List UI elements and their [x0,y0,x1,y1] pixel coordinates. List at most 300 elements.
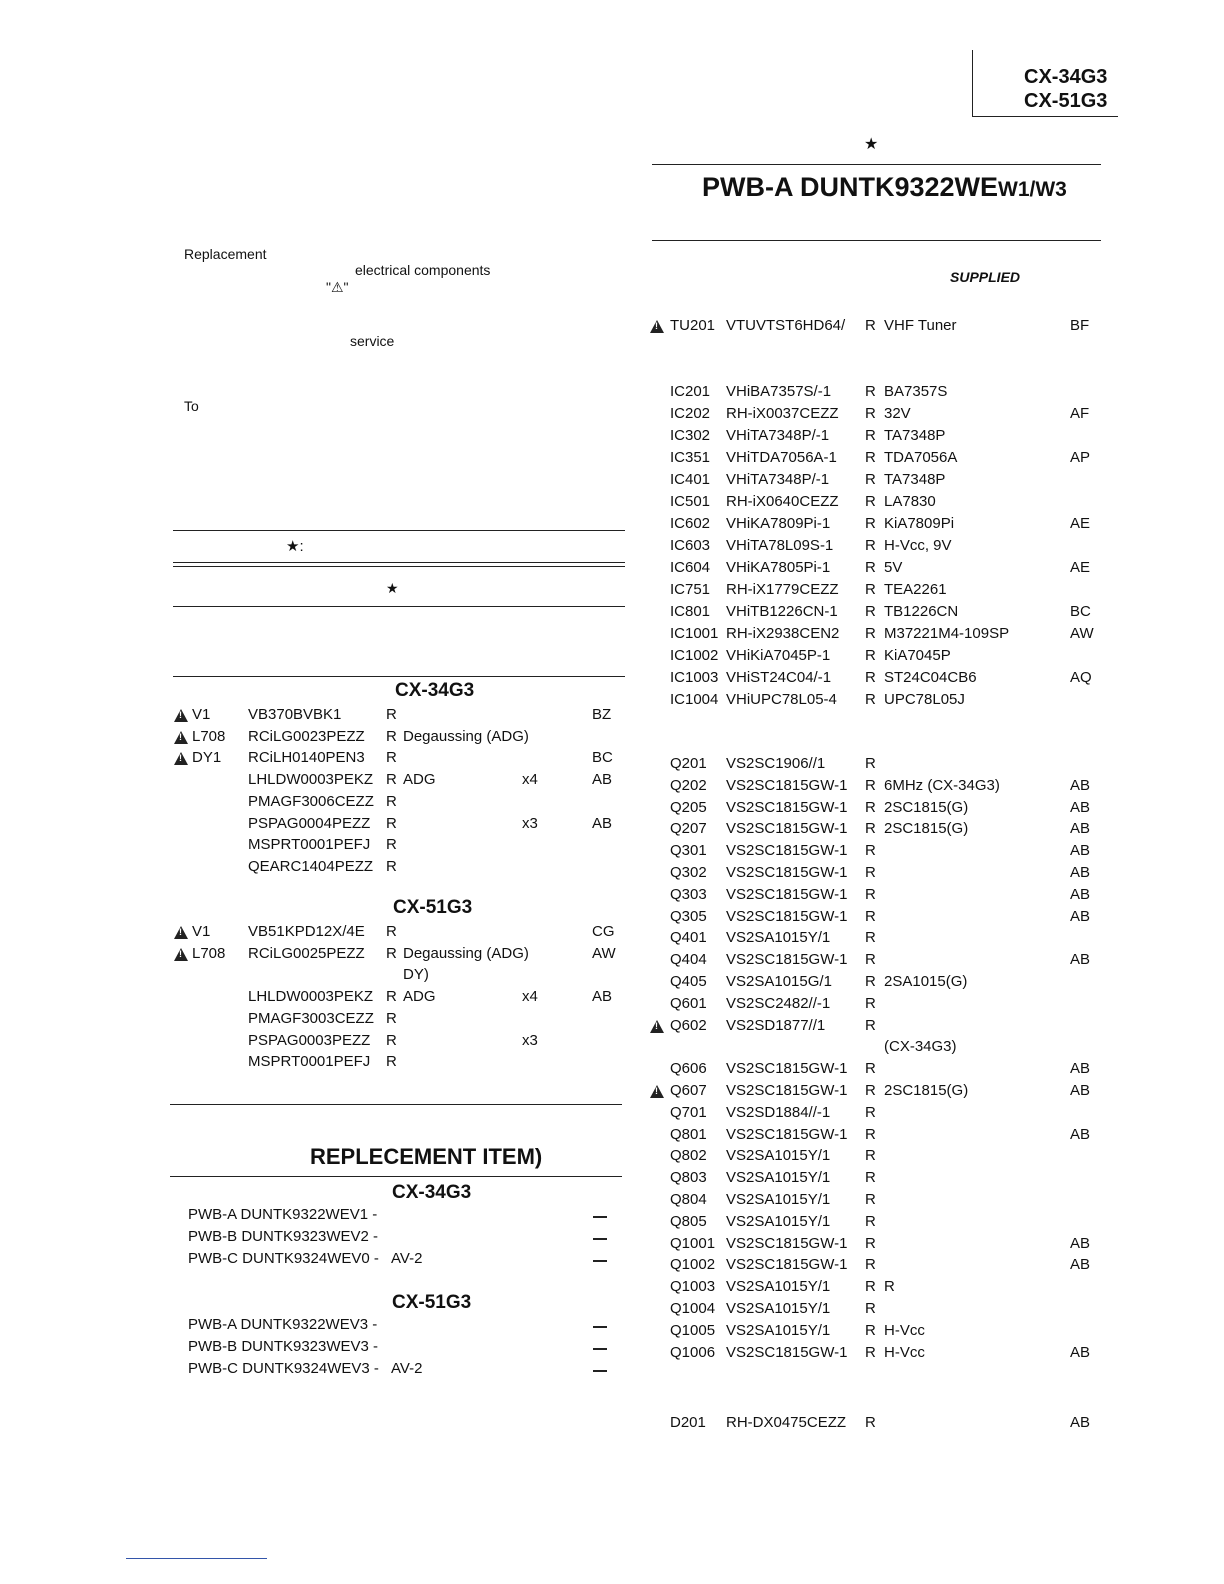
part-ref: Q404 [670,951,707,969]
part-ref: V1 [192,923,211,940]
transistor-row [650,755,1100,775]
part-price-code: AF [1070,405,1090,422]
part-description: KiA7809Pi [884,515,955,532]
transistor-row [650,1147,1100,1167]
part-ref: Q1006 [670,1343,716,1361]
part-number: QEARC1404PEZZ [248,857,374,875]
ic-row [650,647,1100,667]
ic-row [650,603,1100,623]
transistor-row [650,929,1100,949]
part-ref: Q1002 [670,1256,716,1274]
part-number: VHiKA7809Pi-1 [726,515,831,532]
divider [173,566,625,567]
part-number: RH-iX2938CEN2 [726,625,840,642]
part-rank: R [865,1060,876,1078]
part-number: VHiKiA7045P-1 [726,647,831,664]
replacement-row [188,1206,618,1226]
part-price-code: AB [1070,1414,1091,1431]
part-rank: R [865,603,876,620]
divider [652,164,1101,165]
part-ref: Q401 [670,929,707,947]
part-description: UPC78L05J [884,691,965,708]
replacement-board: PWB-A DUNTK9322WEV3 - [188,1316,378,1333]
divider [173,606,625,607]
part-rank: R [865,669,876,686]
part-ref: IC602 [670,515,711,532]
replacement-board: PWB-A DUNTK9322WEV1 - [188,1206,378,1223]
transistor-row [650,1169,1100,1189]
replacement-row [188,1316,618,1336]
replacement-title: REPLECEMENT ITEM) [310,1144,543,1169]
part-number: VTUVTST6HD64/ [726,317,846,334]
replacement-dash [593,1348,607,1350]
part-number: LHLDW0003PEKZ [248,988,374,1006]
part-price-code: AB [1070,1125,1091,1143]
part-description: VHF Tuner [884,317,957,334]
warning-triangle-icon [174,709,188,722]
transistor-row [650,1104,1100,1124]
part-description: 5V [884,559,903,576]
part-number: VS2SC1815GW-1 [726,1082,848,1099]
part-number: PSPAG0003PEZZ [248,1031,371,1049]
star-colon-note: ★: [286,538,304,555]
part-description: Degaussing (ADG) [403,944,529,962]
part-price-code: AW [592,944,616,962]
part-ref: Q803 [670,1169,707,1187]
part-number: VS2SA1015Y/1 [726,1278,831,1296]
part-number: VS2SC1815GW-1 [726,885,848,903]
part-description: H-Vcc [884,1321,925,1339]
transistor-row [650,973,1100,993]
part-ref: Q301 [670,842,707,860]
part-ref: IC1004 [670,691,719,708]
part-ref: Q1003 [670,1278,716,1296]
transistor-row [650,1017,1100,1037]
part-price-code: BC [592,749,613,767]
part-price-code: AQ [1070,669,1092,686]
part-ref: Q1001 [670,1234,716,1252]
supplied-label: SUPPLIED [950,269,1021,285]
replacement-dash [593,1326,607,1328]
part-number: VS2SA1015Y/1 [726,1300,831,1317]
part-number: VS2SC1815GW-1 [726,951,848,969]
parts-row [174,1053,624,1073]
part-rank: R [865,625,876,642]
ic-row [650,427,1100,447]
part-rank: R [865,1082,876,1099]
part-number: VS2SC1815GW-1 [726,1125,848,1143]
warning-triangle-icon [650,1085,664,1098]
part-rank: R [865,951,876,969]
part-description: LA7830 [884,493,936,510]
part-number: VS2SC1815GW-1 [726,820,848,838]
part-description: H-Vcc, 9V [884,537,952,554]
part-rank: R [386,1031,397,1049]
part-description: Degaussing (ADG) [403,727,529,745]
part-number: PSPAG0004PEZZ [248,814,371,832]
tuner-row [650,317,1100,337]
replacement-board: PWB-B DUNTK9323WEV3 - [188,1338,379,1355]
part-ref: IC801 [670,603,711,620]
part-rank: R [865,1343,876,1361]
part-number: VS2SC1815GW-1 [726,1060,848,1078]
part-number: RCiLG0025PEZZ [248,944,365,962]
part-description: TA7348P [884,471,946,488]
ic-row [650,559,1100,579]
parts-row [174,815,624,835]
divider [170,1176,622,1177]
divider [173,562,625,563]
part-description: 6MHz (CX-34G3) [884,776,1000,794]
part-price-code: BF [1070,317,1090,334]
divider [173,676,625,677]
replacement-note: AV-2 [391,1250,423,1267]
part-ref: Q201 [670,755,707,772]
part-price-code: AB [1070,842,1091,860]
part-number: VS2SC1815GW-1 [726,1343,848,1361]
part-number: VS2SC1815GW-1 [726,864,848,881]
part-rank: R [865,1256,876,1274]
replacement-note: AV-2 [391,1360,423,1377]
part-price-code: BZ [592,706,612,723]
transistor-row [650,1278,1100,1298]
diode-row [650,1414,1100,1434]
part-number: VS2SD1877//1 [726,1016,826,1034]
part-rank: R [865,405,876,422]
transistor-row [650,1300,1100,1320]
part-rank: R [386,771,397,789]
part-price-code: AE [1070,559,1091,576]
part-description: 2SC1815(G) [884,820,969,838]
part-rank: R [386,814,397,832]
part-number: VS2SC1815GW-1 [726,1234,848,1252]
part-number: VS2SA1015Y/1 [726,1147,831,1165]
part-rank: R [865,1278,876,1296]
part-description: TDA7056A [884,449,958,466]
part-number: VB370BVBK1 [248,706,342,723]
part-price-code: AB [1070,1082,1091,1099]
ic-row [650,471,1100,491]
part-qty: x3 [522,814,538,832]
replacement-dash [593,1260,607,1262]
part-description: 32V [884,405,911,422]
part-rank: R [865,427,876,444]
part-number: VHiBA7357S/-1 [726,383,832,400]
part-rank: R [865,449,876,466]
part-number: RH-iX0037CEZZ [726,405,839,422]
ic-row [650,581,1100,601]
part-rank: R [865,1169,876,1187]
part-number: VHiTA7348P/-1 [726,471,830,488]
part-number: VS2SC1815GW-1 [726,798,848,816]
part-rank: R [386,988,397,1006]
part-ref: L708 [192,944,226,962]
replacement-dash [593,1238,607,1240]
part-description: 2SC1815(G) [884,798,969,816]
part-description: KiA7045P [884,647,951,664]
parts-row [174,706,624,726]
part-rank: R [865,842,876,860]
part-number: RCiLG0023PEZZ [248,727,365,745]
part-qty: x3 [522,1031,538,1049]
part-ref: Q701 [670,1103,707,1121]
part-ref: IC1003 [670,669,719,686]
parts-row [174,836,624,856]
part-description: TB1226CN [884,603,959,620]
part-price-code: AB [592,771,613,789]
part-price-code: AB [1070,820,1091,838]
part-number: VHiST24C04/-1 [726,669,832,686]
transistor-row [650,1082,1100,1102]
note-electrical: electrical components [355,262,491,278]
ic-row [650,625,1100,645]
part-rank: R [386,1009,397,1027]
parts-row [174,1010,624,1030]
warning-triangle-icon [650,1020,664,1033]
model-number-2: CX-51G3 [1024,90,1108,112]
part-ref: Q305 [670,907,707,925]
ic-row [650,691,1100,711]
part-rank: R [865,691,876,708]
divider [173,530,625,531]
part-ref: Q1004 [670,1300,716,1317]
part-price-code: AB [1070,1060,1091,1078]
part-ref: IC501 [670,493,711,510]
part-number: VS2SD1884//-1 [726,1103,831,1121]
part-number: VHiUPC78L05-4 [726,691,837,708]
part-price-code: AB [1070,1234,1091,1252]
part-number: VHiTA7348P/-1 [726,427,830,444]
warning-triangle-icon [174,926,188,939]
part-ref: IC751 [670,581,711,598]
transistor-row [650,1256,1100,1276]
part-ref: IC1001 [670,625,719,642]
ic-row [650,383,1100,403]
footer-link-underline [126,1558,267,1559]
transistor-row [650,1038,1100,1058]
part-description: M37221M4-109SP [884,625,1010,642]
part-description: H-Vcc [884,1343,925,1361]
transistor-row [650,886,1100,906]
part-price-code: AP [1070,449,1091,466]
part-number: VHiTB1226CN-1 [726,603,838,620]
part-qty: x4 [522,988,538,1006]
part-rank: R [865,885,876,903]
part-rank: R [865,471,876,488]
part-rank: R [386,1053,397,1071]
part-qty: x4 [522,771,538,789]
part-rank: R [865,1300,876,1317]
part-ref: Q405 [670,973,707,990]
part-rank: R [865,994,876,1012]
part-ref: Q303 [670,885,707,903]
part-number: RH-DX0475CEZZ [726,1414,847,1431]
part-price-code: AE [1070,515,1091,532]
part-number: RH-iX1779CEZZ [726,581,839,598]
replacement-row [188,1338,618,1358]
part-rank: R [386,944,397,962]
part-ref: IC401 [670,471,711,488]
part-price-code: AB [1070,776,1091,794]
part-rank: R [865,383,876,400]
pwb-title-main: PWB-A DUNTK9322WE [702,172,999,202]
part-ref: DY1 [192,749,222,767]
part-ref: Q602 [670,1016,707,1034]
note-replacement: Replacement [184,246,267,262]
part-ref: Q805 [670,1212,707,1230]
transistor-row [650,777,1100,797]
part-ref: Q1005 [670,1321,716,1339]
part-rank: R [865,581,876,598]
part-rank: R [386,706,397,723]
replacement-model-heading: CX-34G3 [392,1182,472,1203]
part-ref: Q302 [670,864,707,881]
part-price-code: AB [1070,1256,1091,1274]
part-ref: IC351 [670,449,711,466]
part-number: PMAGF3006CEZZ [248,792,374,810]
warning-triangle-icon [174,752,188,765]
ic-row [650,449,1100,469]
ic-row [650,669,1100,689]
part-number: VS2SA1015Y/1 [726,929,831,947]
note-warning-symbol: "⚠" [326,279,349,295]
part-rank: R [865,776,876,794]
part-rank: R [865,1212,876,1230]
parts-row [174,988,624,1008]
part-ref: TU201 [670,317,716,334]
part-rank: R [865,493,876,510]
replacement-board: PWB-B DUNTK9323WEV2 - [188,1228,379,1245]
part-number: VS2SA1015Y/1 [726,1212,831,1230]
part-number: VS2SA1015Y/1 [726,1191,831,1208]
divider [170,1104,622,1105]
replacement-dash [593,1216,607,1218]
star-mark: ★ [864,136,879,153]
ic-row [650,537,1100,557]
section-model-heading: CX-34G3 [395,680,475,701]
pwb-title-suffix: W1/W3 [998,178,1067,201]
parts-row [174,793,624,813]
part-rank: R [865,647,876,664]
part-ref: V1 [192,706,211,723]
part-price-code: AB [592,814,613,832]
parts-row [174,1032,624,1052]
part-ref: IC201 [670,383,711,400]
ic-row [650,493,1100,513]
part-ref: IC202 [670,405,711,422]
part-price-code: AB [1070,864,1091,881]
part-rank: R [865,929,876,947]
parts-row [174,749,624,769]
part-ref: Q607 [670,1082,707,1099]
part-rank: R [865,1234,876,1252]
transistor-row [650,1213,1100,1233]
transistor-row [650,1235,1100,1255]
part-price-code: AB [1070,951,1091,969]
part-description: ADG [403,771,436,789]
transistor-row [650,1060,1100,1080]
warning-triangle-icon [650,320,664,333]
part-ref: L708 [192,727,226,745]
part-ref: Q606 [670,1060,707,1078]
part-description: (CX-34G3) [884,1038,957,1056]
divider [652,240,1101,241]
parts-row [174,923,624,943]
part-price-code: AB [1070,885,1091,903]
parts-row [174,945,624,965]
part-number: MSPRT0001PEFJ [248,1053,371,1071]
part-price-code: CG [592,923,615,940]
part-rank: R [865,1147,876,1165]
model-number-1: CX-34G3 [1024,66,1108,88]
replacement-row [188,1228,618,1248]
part-rank: R [865,798,876,816]
part-price-code: AB [1070,907,1091,925]
transistor-row [650,1191,1100,1211]
part-rank: R [865,317,876,334]
part-rank: R [865,559,876,576]
part-rank: R [865,1016,876,1034]
part-rank: R [865,864,876,881]
part-description: 2SC1815(G) [884,1082,969,1099]
part-description: BA7357S [884,383,948,400]
part-number: VHiTA78L09S-1 [726,537,834,554]
transistor-row [650,1322,1100,1342]
part-description: TA7348P [884,427,946,444]
part-ref: Q202 [670,776,707,794]
part-number: VS2SA1015Y/1 [726,1169,831,1187]
part-ref: Q601 [670,994,707,1012]
transistor-row [650,1126,1100,1146]
transistor-row [650,799,1100,819]
transistor-row [650,951,1100,971]
part-rank: R [865,907,876,925]
part-number: VS2SC2482//-1 [726,994,831,1012]
part-number: RCiLH0140PEN3 [248,749,365,767]
part-rank: R [386,727,397,745]
pwb-title [702,172,1067,203]
parts-row [174,858,624,878]
parts-row [174,728,624,748]
part-number: VS2SC1815GW-1 [726,776,848,794]
replacement-board: PWB-C DUNTK9324WEV0 - [188,1250,379,1267]
part-rank: R [865,537,876,554]
transistor-row [650,1344,1100,1364]
part-description: 2SA1015(G) [884,973,968,990]
part-description: ADG [403,988,436,1006]
part-price-code: AB [1070,1343,1091,1361]
transistor-row [650,995,1100,1015]
part-rank: R [386,836,397,854]
transistor-row [650,820,1100,840]
part-price-code: AW [1070,625,1094,642]
part-rank: R [386,792,397,810]
part-description: DY) [403,966,429,984]
part-rank: R [386,749,397,767]
part-ref: Q801 [670,1125,707,1143]
transistor-row [650,842,1100,862]
part-number: PMAGF3003CEZZ [248,1009,374,1027]
part-ref: D201 [670,1414,706,1431]
part-rank: R [386,857,397,875]
star-note: ★ [386,580,399,596]
part-rank: R [865,1414,876,1431]
part-price-code: AB [1070,798,1091,816]
part-price-code: AB [592,988,613,1006]
warning-triangle-icon [174,948,188,961]
replacement-row [188,1250,618,1270]
part-rank: R [865,1191,876,1208]
